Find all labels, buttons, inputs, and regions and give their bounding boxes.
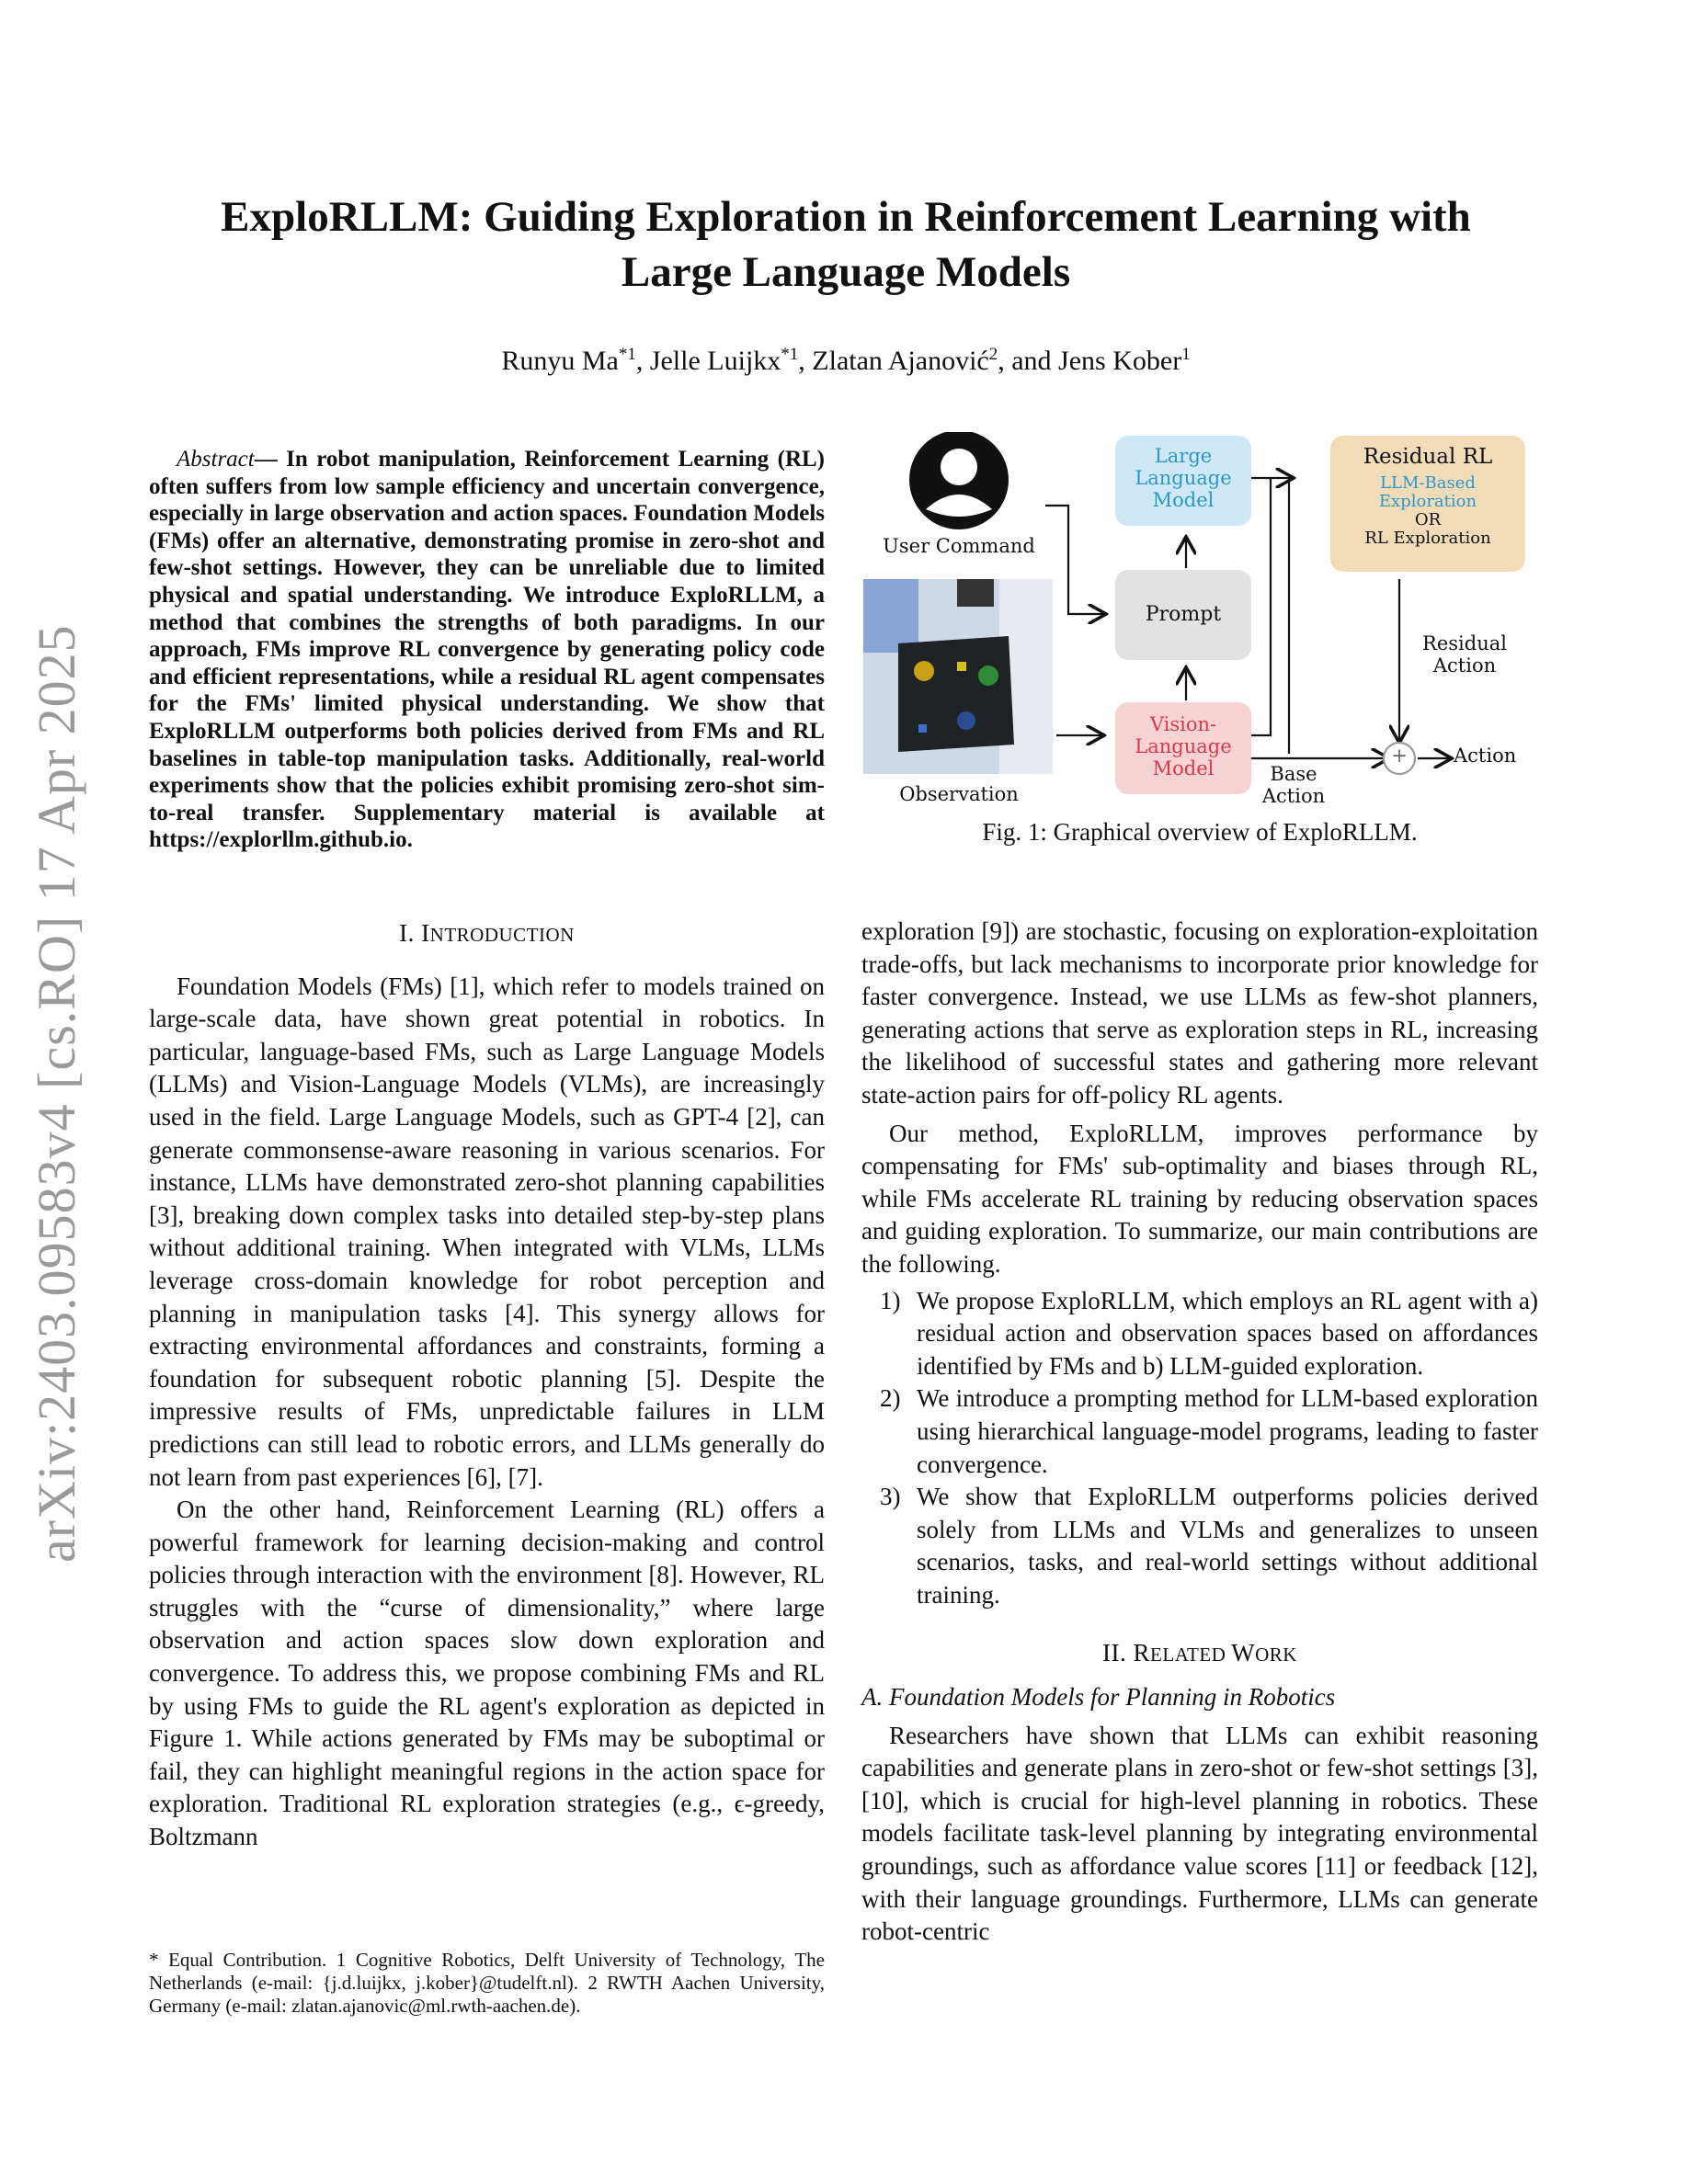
list-text: We introduce a prompting method for LLM-based exploration using hierarchical language-model programs, leading to faster convergence. [917,1384,1538,1478]
list-number: 2) [880,1384,901,1413]
author-affil: *1 [781,345,799,364]
list-item [861,1382,1538,1481]
llm-label: Large Language Model [1135,445,1232,511]
residual-rl-label: Residual RL [1363,445,1493,469]
abstract-text: — In robot manipulation, Reinforcement Learning (RL) often suffers from low sample efficiency and uncertain convergence, especially in large observation and action spaces. Foundation Models (FMs) offer an alternative, demonstrating promise in zero-shot and few-shot settings. However, they can be unreliable due to limited physical and spatial understanding. We introduce ExploRLLM, a method that combines the strengths of both paradigms. In our approach, FMs improve RL convergence by generating policy code and efficient representations, while a residual RL agent compensates for the FMs' limited physical understanding. We show that ExploRLLM outperforms both policies derived from FMs and RL baselines in table-top manipulation tasks. Additionally, real-world experiments show that the policies exhibit promising zero-shot sim-to-real transfer. Supplementary material is available at https://explorllm.github.io. [149,447,825,853]
or-label: OR [1414,510,1442,529]
list-item [861,1481,1538,1611]
intro-paragraph-3: Our method, ExploRLLM, improves performance by compensating for FMs' sub-optimality and biases through RL, while FMs accelerate RL training by reducing observation spaces and guiding exploration. To summarize, our main contributions are the following. [861,1119,1538,1278]
list-number: 3) [880,1483,901,1511]
rl-exploration-label: RL Exploration [1364,529,1491,548]
intro-paragraph-2: On the other hand, Reinforcement Learning (RL) offers a powerful framework for learning decision-making and control policies through interaction with the environment [8]. However, RL struggles with the “curse of dimensionality,” where large observation and action spaces slow down exploration and convergence. To address this, we propose combining FMs and RL by using FMs to guide the RL agent's exploration as depicted in Figure 1. While actions generated by FMs may be suboptimal or fail, they can highlight meaningful regions in the action space for exploration. Traditional RL exploration strategies (e.g., ϵ-greedy, Boltzmann [149,1496,825,1851]
heading-rest: ORK [1255,1644,1297,1666]
heading-number: II. [1102,1639,1134,1667]
title-line-1: ExploRLLM: Guiding Exploration in Reinforcement Learning with [221,193,1471,241]
arxiv-side-banner: arXiv:2403.09583v4 [cs.RO] 17 Apr 2025 [27,624,86,1563]
author-list: Runyu Ma$^{*1}$, Jelle Luijkx$^{*1}$, Zlatan Ajanović$^2$, and Jens Kober$^1$ [501,345,1191,376]
heading-rest: ELATED [1150,1644,1232,1666]
heading-first: W [1231,1639,1256,1667]
section-heading-intro [149,917,825,952]
intro-section [149,917,825,1854]
vlm-label: Vision-Language Model [1135,713,1232,779]
base-action-label: Base Action [1261,763,1326,807]
intro-paragraph-2-cont: exploration [9]) are stochastic, focusing on exploration-exploitation trade-offs, but lack mechanisms to incorporate prior knowledge for faster convergence. Instead, we use LLMs as few-shot planners, generating actions that serve as exploration steps in RL, increasing the likelihood of successful states and gathering more relevant state-action pairs for off-policy RL agents. [861,917,1538,1109]
heading-rest: NTRODUCTION [429,924,575,946]
user-command-label: User Command [883,535,1035,557]
abstract [149,446,825,854]
paper-title [147,189,1545,300]
action-label: Action [1454,745,1517,767]
author-name: Runyu Ma [501,346,619,376]
author-name: Jelle Luijkx [649,346,781,376]
contribution-list [861,1285,1538,1612]
title-line-2: Large Language Models [621,248,1071,296]
abstract-label: Abstract [177,447,255,472]
prompt-box [1115,570,1251,660]
footnote: * Equal Contribution. 1 Cognitive Robotics, Delft University of Technology, The Netherlands (e-mail: {j.d.luijkx, j.kober}@tudelft.nl). 2 RWTH Aachen University, Germany (e-mail: zlatan.ajanovic@ml.rwth-aachen.de). [149,1949,825,2017]
author-affil: 1 [1181,345,1191,364]
residual-rl-box [1330,436,1525,572]
list-text: We propose ExploRLLM, which employs an RL agent with a) residual action and observation spaces based on affordances identified by FMs and b) LLM-guided exploration. [917,1286,1538,1380]
figure-caption: Fig. 1: Graphical overview of ExploRLLM. [982,818,1418,846]
residual-action-label: Residual Action [1422,632,1507,677]
llm-exploration-label: LLM-Based Exploration [1378,473,1477,511]
list-number: 1) [880,1286,901,1314]
author-affil: 2 [988,345,998,364]
author-affil: *1 [618,345,636,364]
intro-paragraph-1: Foundation Models (FMs) [1], which refer to models trained on large-scale data, have shown great potential in robotics. In particular, language-based FMs, such as Large Language Models (LLMs) and Vision-Language Models (VLMs), are increasingly used in the field. Large Language Models, such as GPT-4 [2], can generate commonsense-aware reasoning in various scenarios. For instance, LLMs have demonstrated zero-shot planning capabilities [3], breaking down complex tasks into detailed step-by-step plans without additional training. When integrated with VLMs, LLMs leverage cross-domain knowledge for robot perception and planning in manipulation tasks [4]. This synergy allows for extracting environmental affordances and constraints, forming a foundation for subsequent robotic planning [5]. Despite the impressive results of FMs, unpredictable failures in LLM predictions can still lead to robotic errors, and LLMs generally do not learn from past experiences [6], [7]. [149,972,825,1491]
heading-number: I. [399,919,422,947]
list-item [861,1285,1538,1383]
related-paragraph-1: Researchers have shown that LLMs can exhibit reasoning capabilities and generate plans in zero-shot or few-shot settings [3], [10], which is crucial for high-level planning in robotics. These models facilitate task-level planning by integrating environmental groundings, such as affordance value scores [11] or feedback [12], with their language groundings. Furthermore, LLMs can generate robot-centric [861,1721,1538,1946]
vlm-box [1115,702,1251,794]
prompt-label: Prompt [1145,603,1222,626]
subsection-heading: A. Foundation Models for Planning in Robotics [861,1683,1336,1712]
list-text: We show that ExploRLLM outperforms policies derived solely from LLMs and VLMs and generalizes to unseen scenarios, tasks, and real-world settings without additional training. [917,1483,1538,1609]
heading-first: I [421,919,430,947]
section-heading-related [861,1637,1538,1672]
observation-label: Observation [899,783,1019,805]
author-name: and Jens Kober [1011,346,1182,376]
heading-first: R [1133,1639,1151,1667]
author-name: Zlatan Ajanović [812,346,989,376]
plus-sign: + [1391,745,1408,767]
right-column [861,916,1538,1949]
llm-box [1115,436,1251,526]
figure-1 [861,432,1538,809]
